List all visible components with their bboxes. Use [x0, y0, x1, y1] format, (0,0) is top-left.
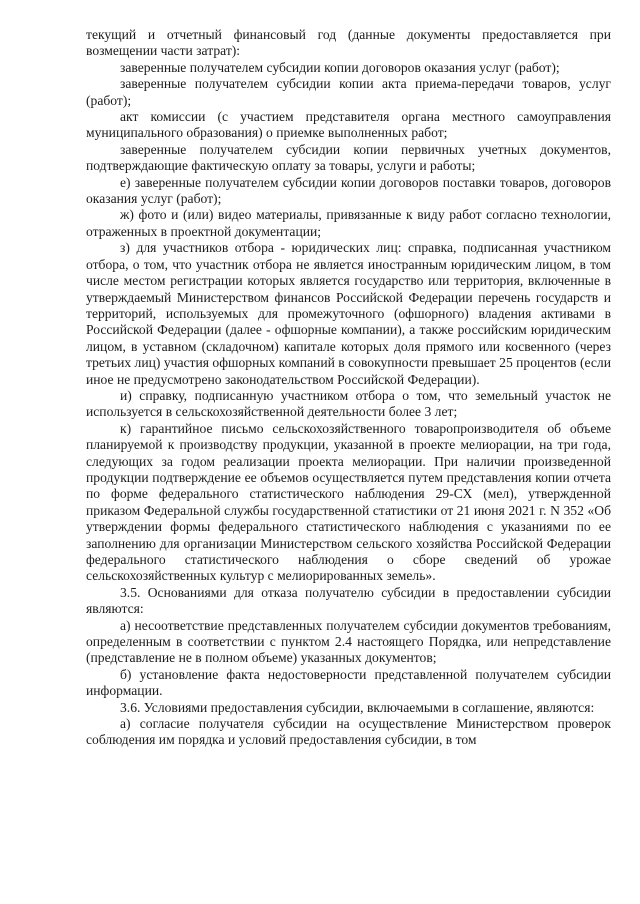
paragraph: заверенные получателем субсидии копии акта приема-передачи товаров, услуг (работ); — [86, 76, 611, 108]
paragraph: ж) фото и (или) видео материалы, привязанные к виду работ согласно технологии, отраженных в проектной документации; — [86, 207, 611, 239]
paragraph: акт комиссии (с участием представителя органа местного самоуправления муниципального образования) о приемке выполненных работ; — [86, 109, 611, 141]
paragraph: заверенные получателем субсидии копии договоров оказания услуг (работ); — [120, 59, 560, 75]
paragraph: з) для участников отбора - юридических лиц: справка, подписанная участником отбора, о том, что участник отбора не является иностранным юридическим лицом, в том числе местом регистрации которых является государство или территория, включенные в утверждаемый Министерством финансов Российской Федерации перечень государств и территорий, используемых для промежуточного (офшорного) владения активами в Российской Федерации (далее - офшорные компании), а также российским юридическим лицом, в уставном (складочном) капитале которых доля прямого или косвенного (через третьих лиц) участия офшорных компаний в совокупности превышает 25 процентов (если иное не предусмотрено законодательством Российской Федерации). — [86, 240, 611, 387]
paragraph: заверенные получателем субсидии копии первичных учетных документов, подтверждающие фактическую оплату за товары, услуги и работы; — [86, 141, 611, 174]
paragraph: к) гарантийное письмо сельскохозяйственного товаропроизводителя об объеме планируемой к производству продукции, указанной в проекте мелиорации, на три года, следующих за годом реализации проекта мелиорации. При наличии произведенной продукции подтверждение ее объемов осуществляется путем представления копии отчета по форме федерального статистического наблюдения 29-СХ (мел), утвержденной приказом Федеральной службы государственной статистики от 21 июня 2021 г. N 352 «Об утверждении формы федерального статистического наблюдения с указаниями по ее заполнению для организации Министерством сельского хозяйства Российской Федерации федерального статистического наблюдения о сборе сведений об урожае сельскохозяйственных культур с мелиорированных земель». — [86, 420, 611, 584]
paragraph: 3.6. Условиями предоставления субсидии, включаемыми в соглашение, являются: — [120, 699, 595, 715]
paragraph: 3.5. Основаниями для отказа получателю субсидии в предоставлении субсидии являются: — [86, 584, 611, 617]
paragraph: б) установление факта недостоверности представленной получателем субсидии информации. — [86, 666, 611, 699]
paragraph: а) согласие получателя субсидии на осуществление Министерством проверок соблюдения им порядка и условий предоставления субсидии, в том — [86, 716, 611, 748]
paragraph: текущий и отчетный финансовый год (данные документы предоставляется при возмещении части затрат): — [86, 27, 611, 59]
paragraph: е) заверенные получателем субсидии копии договоров поставки товаров, договоров оказания услуг (работ); — [86, 174, 611, 207]
paragraph: а) несоответствие представленных получателем субсидии документов требованиям, определенным в соответствии с пунктом 2.4 настоящего Порядка, или непредставление (представление не в полном объеме) указанных документов; — [86, 617, 611, 666]
paragraph: и) справку, подписанную участником отбора о том, что земельный участок не используется в сельскохозяйственной деятельности более 3 лет; — [86, 387, 611, 420]
